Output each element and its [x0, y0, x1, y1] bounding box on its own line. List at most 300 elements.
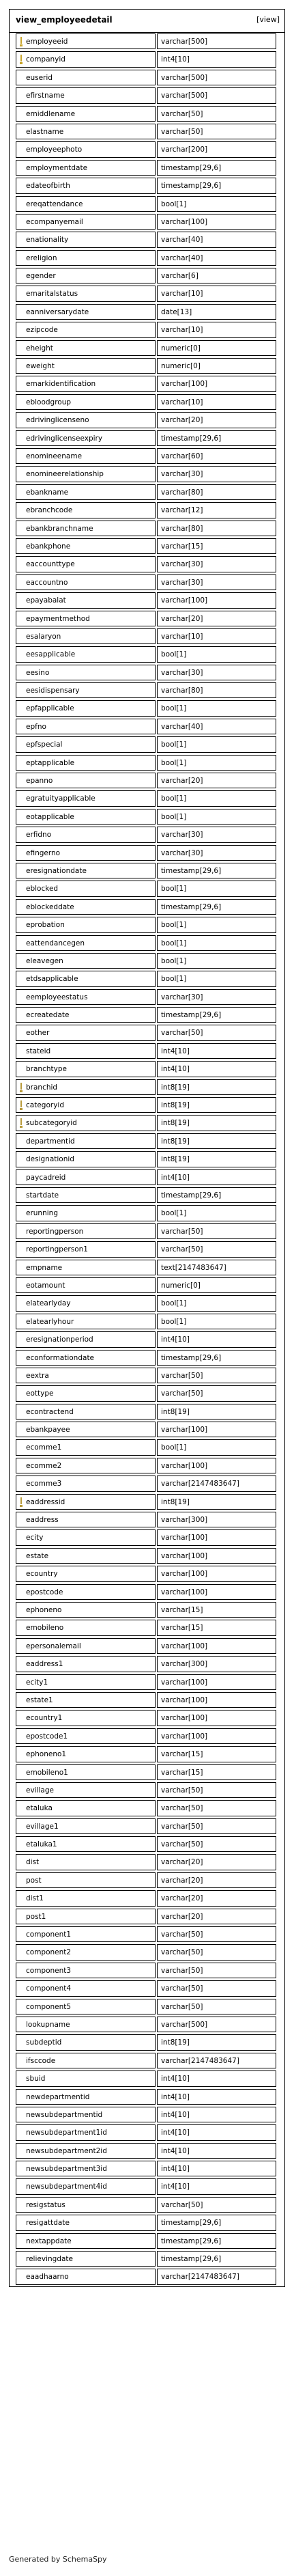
column-row — [10, 1728, 284, 1745]
column-type: varchar[100] — [157, 1584, 276, 1600]
column-row — [10, 303, 284, 321]
column-name[interactable] — [16, 1241, 156, 1257]
column-type: varchar[80] — [157, 521, 276, 536]
column-name-text: erunning — [26, 1209, 58, 1218]
column-row — [10, 2178, 284, 2196]
column-name[interactable] — [16, 1872, 156, 1888]
column-name[interactable] — [16, 1350, 156, 1366]
column-name[interactable] — [16, 214, 156, 230]
column-type: varchar[10] — [157, 394, 276, 410]
column-name-text: reportingperson — [26, 1227, 84, 1236]
column-type: varchar[2147483647] — [157, 1476, 276, 1491]
column-name[interactable] — [16, 2143, 156, 2159]
column-type: bool[1] — [157, 700, 276, 716]
column-row — [10, 736, 284, 753]
column-name-text: ebankname — [26, 488, 69, 497]
column-type: bool[1] — [157, 196, 276, 212]
column-name-text: eesapplicable — [26, 650, 76, 659]
column-name[interactable] — [16, 106, 156, 122]
column-type: varchar[10] — [157, 322, 276, 337]
column-row — [10, 952, 284, 970]
column-name-text: startdate — [26, 1191, 59, 1200]
column-name[interactable] — [16, 268, 156, 283]
column-name[interactable] — [16, 700, 156, 716]
column-name[interactable] — [16, 394, 156, 410]
column-row — [10, 87, 284, 105]
column-name[interactable] — [16, 1151, 156, 1167]
column-name[interactable] — [16, 989, 156, 1005]
column-type: varchar[50] — [157, 124, 276, 139]
column-name[interactable] — [16, 1800, 156, 1816]
column-name[interactable] — [16, 141, 156, 157]
column-row — [10, 1943, 284, 1961]
column-type: timestamp[29,6] — [157, 2215, 276, 2230]
column-row — [10, 1764, 284, 1782]
column-name[interactable] — [16, 971, 156, 986]
column-name[interactable] — [16, 1674, 156, 1690]
column-name-text: edrivinglicenseno — [26, 416, 89, 425]
column-name[interactable] — [16, 2089, 156, 2105]
column-type: timestamp[29,6] — [157, 2251, 276, 2267]
column-name[interactable] — [16, 51, 156, 67]
column-name-text: stateid — [26, 1047, 51, 1055]
column-name[interactable] — [16, 755, 156, 771]
column-name-text: resigstatus — [26, 2200, 65, 2209]
column-type: varchar[50] — [157, 2197, 276, 2213]
column-name[interactable] — [16, 466, 156, 482]
column-row — [10, 898, 284, 916]
column-type: varchar[6] — [157, 268, 276, 283]
column-name[interactable] — [16, 1295, 156, 1311]
column-name-text: newsubdepartment1id — [26, 2129, 107, 2137]
column-name-text: eotamount — [26, 1281, 65, 1290]
column-name-text: lookupname — [26, 2020, 70, 2029]
column-type: varchar[10] — [157, 628, 276, 644]
column-name[interactable] — [16, 430, 156, 446]
column-row — [10, 664, 284, 682]
column-name-text: egender — [26, 272, 56, 281]
column-row — [10, 1908, 284, 1926]
column-name[interactable] — [16, 899, 156, 915]
column-row — [10, 1655, 284, 1673]
column-type: varchar[50] — [157, 1241, 276, 1257]
column-row — [10, 1349, 284, 1367]
column-name[interactable] — [16, 2197, 156, 2213]
column-type: varchar[50] — [157, 1818, 276, 1834]
column-type: varchar[50] — [157, 1963, 276, 1978]
primary-key-icon — [20, 37, 23, 46]
column-name[interactable] — [16, 2161, 156, 2176]
column-name[interactable] — [16, 1836, 156, 1852]
column-name-text: newsubdepartmentid — [26, 2110, 103, 2119]
column-type: varchar[50] — [157, 1025, 276, 1040]
table-name[interactable]: view_employeedetail — [16, 15, 113, 25]
column-name-text: epfspecial — [26, 740, 63, 749]
column-name-text: estate1 — [26, 1695, 53, 1704]
column-row — [10, 1277, 284, 1294]
column-type: int8[19] — [157, 1097, 276, 1113]
column-name-text: component4 — [26, 1984, 72, 1993]
column-type: varchar[300] — [157, 1656, 276, 1672]
column-name[interactable] — [16, 827, 156, 842]
column-name[interactable] — [16, 1656, 156, 1672]
column-name-text: component1 — [26, 1930, 72, 1939]
column-name[interactable] — [16, 1439, 156, 1455]
column-row — [10, 1962, 284, 1980]
column-name[interactable] — [16, 2215, 156, 2230]
column-name[interactable] — [16, 1169, 156, 1185]
column-type: numeric[0] — [157, 340, 276, 356]
column-type: varchar[30] — [157, 827, 276, 842]
column-name-text: eresignationdate — [26, 866, 87, 875]
column-row — [10, 2196, 284, 2214]
column-name[interactable] — [16, 953, 156, 969]
column-name[interactable] — [16, 1602, 156, 1618]
column-name[interactable] — [16, 935, 156, 951]
column-name-text: emarkidentification — [26, 380, 96, 389]
column-name[interactable] — [16, 1223, 156, 1239]
column-name-text: resigattdate — [26, 2219, 70, 2228]
column-name[interactable] — [16, 1926, 156, 1942]
column-row — [10, 2250, 284, 2268]
column-row — [10, 1836, 284, 1853]
column-name[interactable] — [16, 250, 156, 266]
column-name[interactable] — [16, 1512, 156, 1527]
column-name-text: newdepartmentid — [26, 2092, 90, 2101]
column-name[interactable] — [16, 863, 156, 878]
column-type: varchar[80] — [157, 682, 276, 698]
column-name-text: ebankpayee — [26, 1426, 70, 1435]
column-type: int4[10] — [157, 2143, 276, 2159]
column-row — [10, 826, 284, 844]
column-type: int8[19] — [157, 1115, 276, 1131]
column-name[interactable] — [16, 1404, 156, 1419]
column-name-text: post1 — [26, 1912, 46, 1921]
column-name[interactable] — [16, 1963, 156, 1978]
column-name[interactable] — [16, 1890, 156, 1906]
column-type: varchar[50] — [157, 1999, 276, 2014]
column-type: varchar[30] — [157, 989, 276, 1005]
column-row — [10, 592, 284, 609]
column-row — [10, 2142, 284, 2160]
column-type: bool[1] — [157, 953, 276, 969]
column-type: int8[19] — [157, 1404, 276, 1419]
column-name-text: ifsccode — [26, 2056, 56, 2065]
column-name[interactable] — [16, 1385, 156, 1401]
column-type: int4[10] — [157, 1169, 276, 1185]
column-name[interactable] — [16, 1782, 156, 1798]
column-name[interactable] — [16, 538, 156, 554]
column-name[interactable] — [16, 70, 156, 85]
foreign-key-icon — [20, 1497, 23, 1507]
column-name[interactable] — [16, 773, 156, 788]
column-name-text: erfidno — [26, 831, 52, 840]
column-name[interactable] — [16, 1314, 156, 1329]
column-name[interactable] — [16, 1097, 156, 1113]
column-name[interactable] — [16, 881, 156, 896]
column-type: int4[10] — [157, 2071, 276, 2086]
column-type: bool[1] — [157, 1295, 276, 1311]
column-name[interactable] — [16, 1980, 156, 1996]
column-type: varchar[50] — [157, 1782, 276, 1798]
column-name[interactable] — [16, 376, 156, 391]
column-name[interactable] — [16, 2178, 156, 2194]
column-name[interactable] — [16, 160, 156, 176]
column-name[interactable] — [16, 1476, 156, 1491]
column-name-text: eextra — [26, 1371, 49, 1380]
column-name[interactable] — [16, 87, 156, 103]
column-name[interactable] — [16, 628, 156, 644]
column-name-text: post — [26, 1876, 42, 1885]
column-name[interactable] — [16, 917, 156, 932]
foreign-key-icon — [20, 1083, 23, 1092]
column-name-text: ebranchcode — [26, 506, 73, 515]
column-name-text: ecreatedate — [26, 1011, 70, 1020]
column-name[interactable] — [16, 1548, 156, 1564]
column-type: varchar[100] — [157, 1692, 276, 1708]
column-name-text: companyid — [26, 55, 65, 64]
column-row — [10, 1799, 284, 1817]
column-name[interactable] — [16, 286, 156, 301]
column-row — [10, 682, 284, 700]
column-type: varchar[300] — [157, 1512, 276, 1527]
column-type: timestamp[29,6] — [157, 1007, 276, 1023]
column-name[interactable] — [16, 1728, 156, 1744]
column-type: varchar[100] — [157, 1458, 276, 1473]
column-name[interactable] — [16, 304, 156, 320]
column-name[interactable] — [16, 178, 156, 193]
column-name[interactable] — [16, 1458, 156, 1473]
column-name-text: ecompanyemail — [26, 217, 83, 226]
column-name[interactable] — [16, 1944, 156, 1960]
column-name[interactable] — [16, 1566, 156, 1581]
column-row — [10, 1331, 284, 1348]
column-name-text: ephoneno — [26, 1605, 62, 1614]
column-name[interactable] — [16, 1529, 156, 1545]
column-row — [10, 1150, 284, 1168]
column-row — [10, 484, 284, 501]
column-name[interactable] — [16, 1043, 156, 1059]
column-row — [10, 610, 284, 628]
column-name[interactable] — [16, 1115, 156, 1131]
column-row — [10, 447, 284, 465]
column-name[interactable] — [16, 1205, 156, 1221]
column-name[interactable] — [16, 611, 156, 626]
column-name[interactable] — [16, 502, 156, 518]
column-type: varchar[500] — [157, 2017, 276, 2032]
column-name[interactable] — [16, 736, 156, 752]
column-name[interactable] — [16, 124, 156, 139]
column-type: timestamp[29,6] — [157, 1187, 276, 1203]
column-name[interactable] — [16, 790, 156, 806]
column-type: int8[19] — [157, 2034, 276, 2050]
column-type: bool[1] — [157, 935, 276, 951]
column-name-text: efingerno — [26, 848, 61, 857]
column-name[interactable] — [16, 1692, 156, 1708]
column-type: timestamp[29,6] — [157, 160, 276, 176]
column-name[interactable] — [16, 646, 156, 662]
column-name[interactable] — [16, 484, 156, 500]
column-name-text: eaadhaarno — [26, 2273, 69, 2282]
column-name-text: dist — [26, 1858, 40, 1867]
column-type: bool[1] — [157, 1205, 276, 1221]
column-name[interactable] — [16, 1422, 156, 1437]
column-name[interactable] — [16, 592, 156, 608]
column-name[interactable] — [16, 1368, 156, 1383]
column-name[interactable] — [16, 340, 156, 356]
column-name[interactable] — [16, 1260, 156, 1275]
column-name[interactable] — [16, 1025, 156, 1040]
column-name[interactable] — [16, 1007, 156, 1023]
column-type: bool[1] — [157, 790, 276, 806]
column-name-text: eaddressid — [26, 1497, 65, 1506]
column-name-text: subdeptid — [26, 2038, 62, 2047]
column-name[interactable] — [16, 448, 156, 464]
column-type: varchar[2147483647] — [157, 2269, 276, 2284]
column-row — [10, 1853, 284, 1871]
column-row — [10, 916, 284, 934]
column-name-text: ecomme1 — [26, 1443, 62, 1452]
column-name-text: eemployeestatus — [26, 993, 88, 1001]
column-name[interactable] — [16, 1764, 156, 1780]
column-row — [10, 1006, 284, 1024]
column-name-text: ebloodgroup — [26, 398, 72, 406]
column-type: timestamp[29,6] — [157, 863, 276, 878]
column-type: bool[1] — [157, 917, 276, 932]
column-name[interactable] — [16, 1187, 156, 1203]
column-type: varchar[500] — [157, 33, 276, 49]
column-row — [10, 285, 284, 303]
column-name-text: edrivinglicenseexpiry — [26, 434, 103, 443]
column-name[interactable] — [16, 2053, 156, 2068]
column-type: bool[1] — [157, 1439, 276, 1455]
column-name[interactable] — [16, 556, 156, 572]
column-type: varchar[30] — [157, 845, 276, 861]
column-row — [10, 1457, 284, 1475]
column-name[interactable] — [16, 2107, 156, 2122]
column-row — [10, 2052, 284, 2070]
column-row — [10, 880, 284, 898]
column-row — [10, 538, 284, 555]
column-name[interactable] — [16, 1620, 156, 1635]
column-name[interactable] — [16, 665, 156, 680]
column-name[interactable] — [16, 1277, 156, 1293]
column-name[interactable] — [16, 574, 156, 590]
column-type: varchar[30] — [157, 466, 276, 482]
column-name-text: eptapplicable — [26, 758, 75, 767]
column-name-text: eaddress — [26, 1516, 59, 1525]
column-name-text: emaritalstatus — [26, 290, 78, 299]
column-name-text: ecity1 — [26, 1678, 48, 1687]
column-name[interactable] — [16, 1133, 156, 1149]
column-row — [10, 501, 284, 519]
column-name[interactable] — [16, 33, 156, 49]
column-type: varchar[60] — [157, 448, 276, 464]
column-row — [10, 1529, 284, 1547]
column-name-text: ecountry1 — [26, 1714, 63, 1723]
column-name[interactable] — [16, 1638, 156, 1654]
column-row — [10, 69, 284, 87]
column-name[interactable] — [16, 845, 156, 861]
column-row — [10, 159, 284, 177]
column-type: int4[10] — [157, 2107, 276, 2122]
column-name[interactable] — [16, 809, 156, 825]
column-name[interactable] — [16, 521, 156, 536]
column-name[interactable] — [16, 719, 156, 734]
column-name[interactable] — [16, 1854, 156, 1870]
column-name-text: enomineerelationship — [26, 470, 104, 479]
column-name-text: eanniversarydate — [26, 307, 89, 316]
column-row — [10, 2160, 284, 2178]
column-name[interactable] — [16, 1818, 156, 1834]
column-name[interactable] — [16, 1079, 156, 1095]
column-row — [10, 1998, 284, 2016]
column-row — [10, 646, 284, 663]
column-row — [10, 357, 284, 375]
column-name[interactable] — [16, 2017, 156, 2032]
column-type: varchar[50] — [157, 1368, 276, 1383]
column-name[interactable] — [16, 1331, 156, 1347]
column-type: varchar[50] — [157, 1926, 276, 1942]
column-name[interactable] — [16, 2251, 156, 2267]
column-name[interactable] — [16, 2071, 156, 2086]
column-name-text: eblockeddate — [26, 902, 74, 911]
column-name[interactable] — [16, 1909, 156, 1924]
column-name-text: elatearlyhour — [26, 1317, 74, 1326]
column-row — [10, 465, 284, 483]
column-type: varchar[100] — [157, 1566, 276, 1581]
column-name-text: efirstname — [26, 92, 65, 100]
column-name-text: emobileno1 — [26, 1768, 68, 1777]
column-name[interactable] — [16, 1061, 156, 1077]
column-name[interactable] — [16, 196, 156, 212]
column-name[interactable] — [16, 1999, 156, 2014]
column-name[interactable] — [16, 2124, 156, 2140]
column-name-text: ereligion — [26, 253, 57, 262]
column-row — [10, 1674, 284, 1691]
column-row — [10, 1709, 284, 1727]
column-name[interactable] — [16, 682, 156, 698]
column-name[interactable] — [16, 322, 156, 337]
column-name-text: component5 — [26, 2002, 72, 2011]
column-name-text: eresignationperiod — [26, 1335, 93, 1344]
column-name[interactable] — [16, 1746, 156, 1762]
column-type: varchar[40] — [157, 719, 276, 734]
column-row — [10, 51, 284, 68]
column-row — [10, 393, 284, 411]
column-name[interactable] — [16, 2269, 156, 2284]
column-name[interactable] — [16, 232, 156, 247]
column-name-text: etaluka1 — [26, 1840, 57, 1849]
column-row — [10, 1169, 284, 1187]
column-name[interactable] — [16, 1710, 156, 1726]
column-name[interactable] — [16, 412, 156, 428]
column-type: varchar[20] — [157, 773, 276, 788]
column-row — [10, 1439, 284, 1456]
column-type: bool[1] — [157, 881, 276, 896]
column-name[interactable] — [16, 2034, 156, 2050]
column-name[interactable] — [16, 358, 156, 374]
column-row — [10, 2034, 284, 2051]
column-row — [10, 1042, 284, 1060]
column-type: int4[10] — [157, 51, 276, 67]
column-name[interactable] — [16, 1584, 156, 1600]
foreign-key-icon — [20, 1118, 23, 1128]
view-label: [view] — [256, 15, 280, 24]
column-name[interactable] — [16, 2233, 156, 2249]
column-name[interactable] — [16, 1494, 156, 1510]
column-name-text: ebankbranchname — [26, 524, 93, 533]
